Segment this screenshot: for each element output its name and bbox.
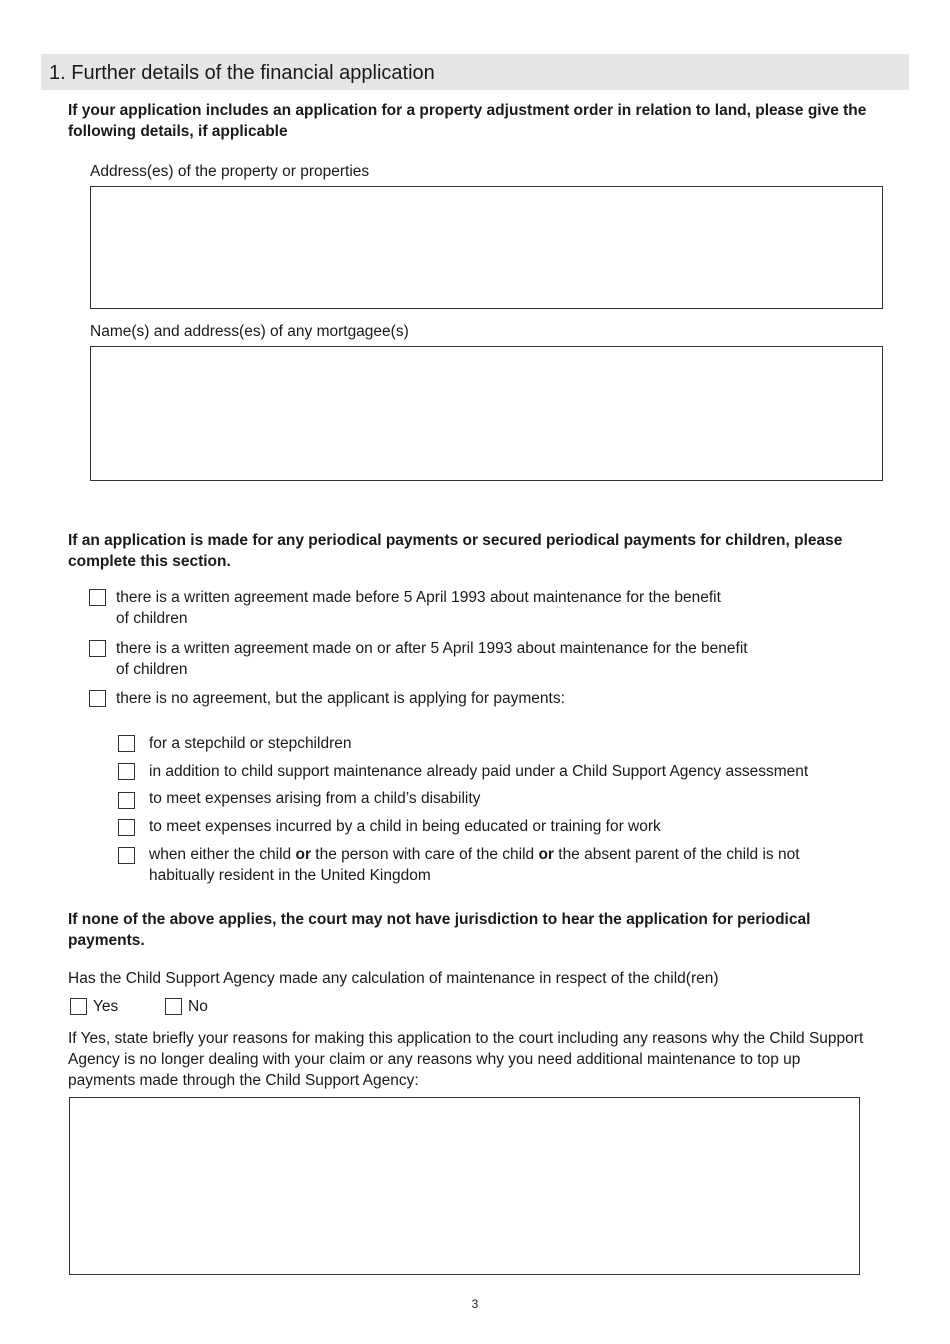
csa-yes-checkbox[interactable] <box>70 998 87 1015</box>
no-agreement-label: there is no agreement, but the applicant is applying for payments: <box>116 690 565 707</box>
section-title: 1. Further details of the financial application <box>41 54 909 90</box>
page-number: 3 <box>471 1297 479 1311</box>
csa-no-checkbox[interactable] <box>165 998 182 1015</box>
address-label: Address(es) of the property or properties <box>90 163 370 180</box>
mortgagee-label: Name(s) and address(es) of any mortgagee(s) <box>90 323 409 340</box>
education-checkbox[interactable] <box>118 819 135 836</box>
address-field[interactable] <box>90 186 883 309</box>
csa-reasons-label: If Yes, state briefly your reasons for making this application to the court including any reasons why the Child Support Agency is no longer dealing with your claim or any reasons why you need additional maintenance to top up payments made through the Child Support Agency: <box>68 1030 864 1089</box>
non-resident-checkbox[interactable] <box>118 847 135 864</box>
property-intro: If your application includes an application for a property adjustment order in relation to land, please give the following details, if applicable <box>68 102 867 140</box>
non-resident-label: when either the child or the person with care of the child or the absent parent of the child is not habitually resident in the United Kingdom <box>149 846 800 884</box>
stepchild-label: for a stepchild or stepchildren <box>149 735 352 752</box>
disability-label: to meet expenses arising from a child’s disability <box>149 790 481 807</box>
csa-topup-label: in addition to child support maintenance already paid under a Child Support Agency assessment <box>149 763 809 780</box>
agreement-before-1993-checkbox[interactable] <box>89 589 106 606</box>
periodical-intro: If an application is made for any periodical payments or secured periodical payments for children, please complete this section. <box>68 532 843 570</box>
mortgagee-field[interactable] <box>90 346 883 481</box>
csa-yes-label: Yes <box>93 998 119 1015</box>
jurisdiction-warning: If none of the above applies, the court may not have jurisdiction to hear the application for periodical payments. <box>68 911 811 949</box>
csa-reasons-field[interactable] <box>69 1097 860 1275</box>
agreement-before-1993-label: there is a written agreement made before 5 April 1993 about maintenance for the benefit of children <box>116 589 721 627</box>
no-agreement-checkbox[interactable] <box>89 690 106 707</box>
education-label: to meet expenses incurred by a child in being educated or training for work <box>149 818 661 835</box>
csa-topup-checkbox[interactable] <box>118 763 135 780</box>
disability-checkbox[interactable] <box>118 792 135 809</box>
stepchild-checkbox[interactable] <box>118 735 135 752</box>
csa-question: Has the Child Support Agency made any calculation of maintenance in respect of the child(ren) <box>68 970 719 987</box>
agreement-after-1993-label: there is a written agreement made on or after 5 April 1993 about maintenance for the benefit of children <box>116 640 748 678</box>
agreement-after-1993-checkbox[interactable] <box>89 640 106 657</box>
csa-no-label: No <box>188 998 208 1015</box>
